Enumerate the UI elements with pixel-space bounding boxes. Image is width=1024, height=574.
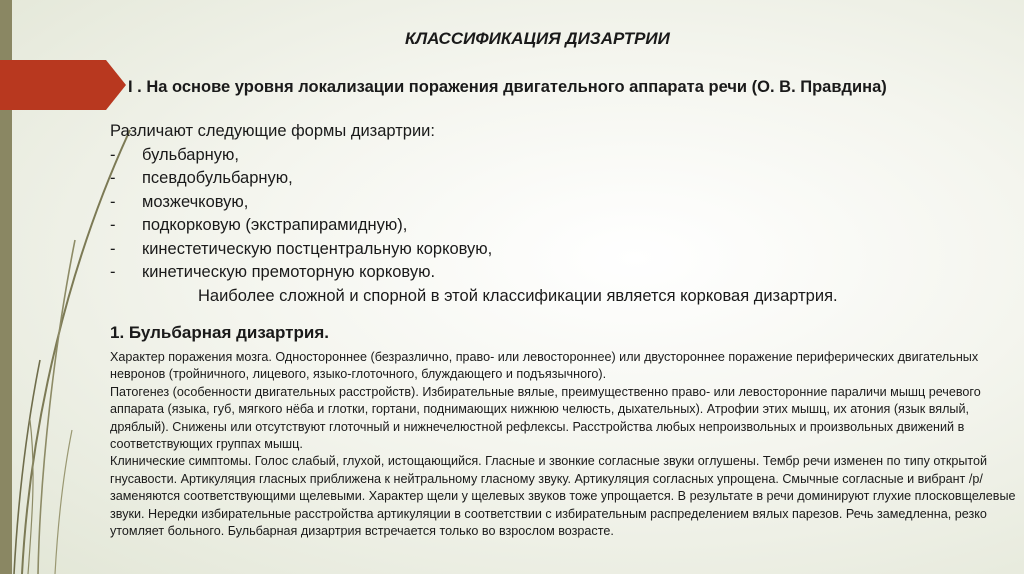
- form-label: бульбарную,: [142, 145, 239, 164]
- forms-note: Наиболее сложной и спорной в этой классификации является корковая дизартрия.: [198, 286, 838, 305]
- list-item: [110, 144, 990, 168]
- slide-title: КЛАССИФИКАЦИЯ ДИЗАРТРИИ: [405, 29, 670, 48]
- list-item: [110, 261, 990, 285]
- list-dash: -: [110, 239, 116, 258]
- bulbar-paragraph: Характер поражения мозга. Одностороннее (безразлично, право- или левостороннее) или двустороннее поражение периферических двигательных невронов (тройничного, лицевого, языко-глоточного, блуждающего и подъязычного).: [110, 350, 979, 382]
- grass-stroke: [55, 430, 72, 574]
- list-dash: -: [110, 169, 116, 187]
- forms-intro: Различают следующие формы дизартрии:: [110, 122, 435, 140]
- bulbar-heading: 1. Бульбарная дизартрия.: [110, 323, 329, 342]
- red-ribbon-arrow: [0, 60, 126, 110]
- list-dash: -: [110, 263, 116, 281]
- grass-stroke: [38, 240, 75, 574]
- bulbar-paragraph: Клинические симптомы. Голос слабый, глухой, истощающийся. Гласные и звонкие согласные звуки оглушены. Тембр речи изменен по типу открытой гнусавости. Артикуляция гласных приближена к нейтральному гласному звуку. Артикуляция согласных упрощена. Смычные согласные и вибрант /р/ заменяются соответствующими щелевыми. Характер щели у щелевых звуков тоже упрощается. В результате в речи доминируют глухие плосковщелевые звуки. Нередки избирательные расстройства артикуляции в соответствии с избирательным распределением вялых парезов. Речь замедленна, резко утомляет больного. Бульбарная дизартрия встречается только во взрослом возрасте.: [110, 454, 1016, 539]
- dysarthria-forms-block: [110, 120, 990, 308]
- form-label: мозжечковую,: [142, 192, 249, 211]
- bulbar-paragraph: Патогенез (особенности двигательных расстройств). Избирательные вялые, преимущественно право- или левосторонние параличи мышц речевого аппарата (языка, губ, мягкого нёба и глотки, гортани, поднимающих нижнюю челюсть, дыхательных). Атрофии этих мышц, их атония (язык вялый, дряблый). Снижены или отсутствуют глоточный и нижнечелюстной рефлексы. Расстройства любых непроизвольных и произвольных движений в соответствующих группах мышц.: [110, 384, 981, 452]
- form-label: подкорковую (экстрапирамидную),: [142, 216, 408, 234]
- list-dash: -: [110, 192, 116, 211]
- list-item: [110, 167, 990, 191]
- list-dash: -: [110, 145, 116, 164]
- form-label: кинестетическую постцентральную корковую,: [142, 239, 493, 258]
- list-item: [110, 214, 990, 238]
- forms-list: [110, 144, 990, 285]
- form-label: псевдобульбарную,: [142, 169, 293, 187]
- list-item: [110, 238, 990, 262]
- list-item: [110, 191, 990, 215]
- form-label: кинетическую премоторную корковую.: [142, 263, 436, 281]
- section-heading: I . На основе уровня локализации поражения двигательного аппарата речи (О. В. Правдина): [128, 78, 887, 96]
- list-dash: -: [110, 216, 116, 234]
- bulbar-dysarthria-section: [110, 323, 1022, 540]
- grass-stroke: [14, 360, 40, 574]
